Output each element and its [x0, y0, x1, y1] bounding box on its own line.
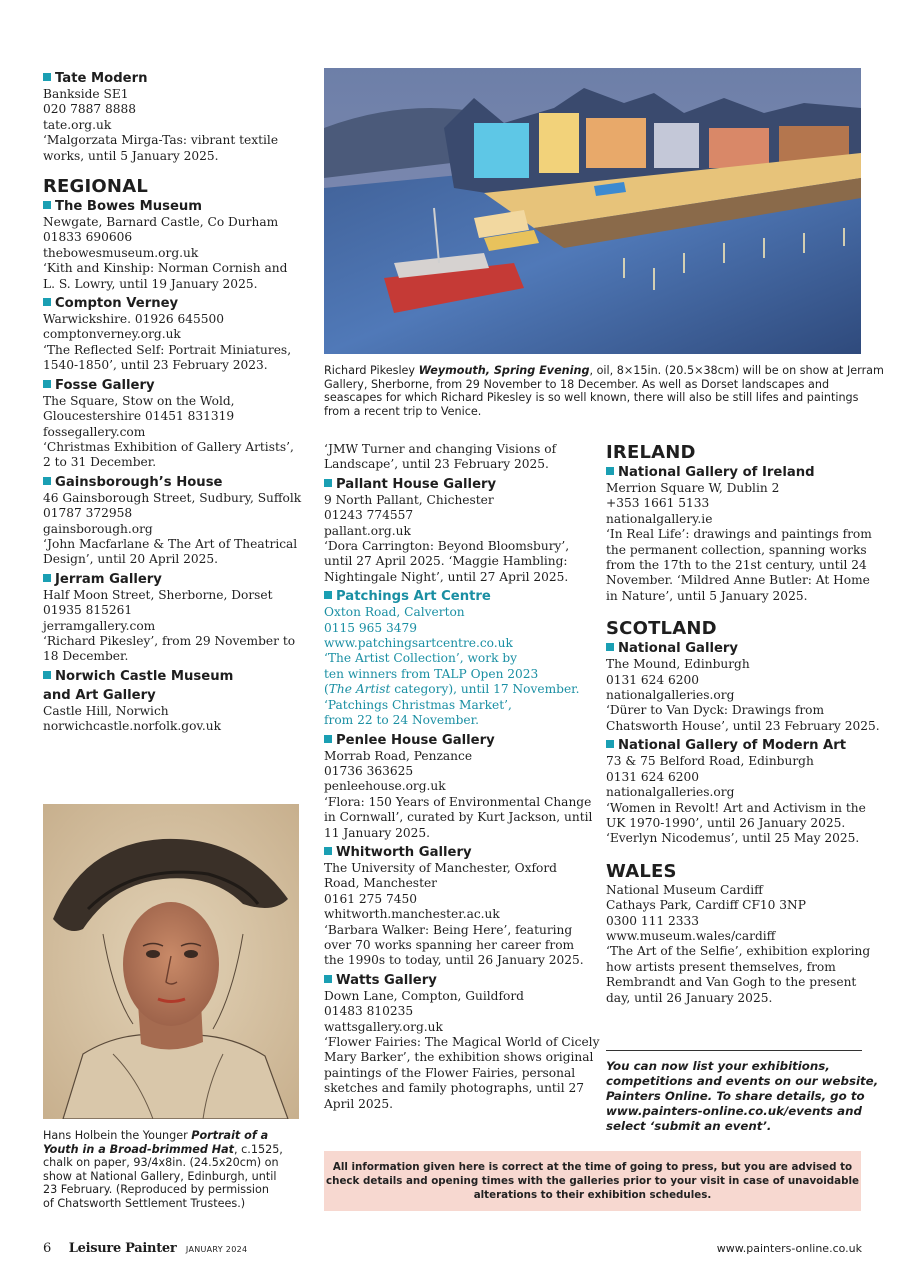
region-heading-regional: REGIONAL: [43, 176, 148, 198]
venue-details: ‘JMW Turner and changing Visions of Landscape’, until 23 February 2025.: [324, 442, 557, 472]
venue-details: 46 Gainsborough Street, Sudbury, Suffolk 01787 372958 gainsborough.org ‘John Macfarlane & The Art of Theatrical Design’, until 20 April 2025.: [43, 490, 302, 567]
venue-national-gallery-ireland: National Gallery of Ireland: [606, 464, 864, 481]
column-middle: [324, 442, 600, 1112]
holbein-portrait-drawing: [43, 804, 299, 1119]
venue-details: Castle Hill, Norwich norwichcastle.norfolk.gov.uk: [43, 703, 221, 734]
weymouth-painting-drawing: [324, 68, 861, 354]
footer-website[interactable]: www.painters-online.co.uk: [716, 1242, 862, 1255]
bullet-square-icon: [43, 477, 51, 485]
footer-left: [43, 1241, 247, 1256]
venue-details: Newgate, Barnard Castle, Co Durham 01833 690606 thebowesmuseum.org.uk ‘Kith and Kinship: Norman Cornish and L. S. Lowry, until 19 January 2025.: [43, 215, 288, 291]
venue-details: The Mound, Edinburgh 0131 624 6200 nationalgalleries.org ‘Dürer to Van Dyck: Drawings from Chatsworth House’, until 23 February 2025.: [606, 657, 880, 733]
venue-compton-verney: Compton Verney: [43, 295, 303, 312]
bullet-square-icon: [324, 975, 332, 983]
bullet-square-icon: [606, 467, 614, 475]
venue-details: National Museum Cardiff Cathays Park, Cardiff CF10 3NP 0300 111 2333 www.museum.wales/cardiff ‘The Art of the Selfie’, exhibition exploring how artists present themselves, from Rembrandt and Van Gogh to the present day, until 26 January 2025.: [606, 882, 871, 1005]
venue-gainsboroughs-house: Gainsborough’s House: [43, 474, 303, 491]
venue-whitworth-gallery: Whitworth Gallery: [324, 844, 586, 861]
patchings-website-link[interactable]: www.patchingsartcentre.co.uk: [324, 636, 513, 651]
venue-details: Down Lane, Compton, Guildford 01483 810235 wattsgallery.org.uk ‘Flower Fairies: The Magical World of Cicely Mary Barker’, the exhibition shows original paintings of the Flower Fairies, personal sketches and family photographs, until 27 April 2025.: [324, 988, 600, 1111]
weymouth-painting-image: [324, 68, 861, 354]
venue-details: 9 North Pallant, Chichester 01243 774557 pallant.org.uk ‘Dora Carrington: Beyond Bloomsbury’, until 27 April 2025. ‘Maggie Hambling: Nightingale Night’, until 27 April 2025.: [324, 492, 570, 584]
bullet-square-icon: [324, 847, 332, 855]
venue-patchings-art-centre: Patchings Art Centre: [324, 588, 586, 605]
disclaimer-notice: All information given here is correct at the time of going to press, but you are advised to check details and opening times with the galleries prior to your visit in case of unavoidable alterations to their exhibition schedules.: [324, 1151, 861, 1211]
weymouth-caption: Richard Pikesley Weymouth, Spring Evening, oil, 8×15in. (20.5×38cm) will be on show at Jerram Gallery, Sherborne, from 29 November to 18 December. As well as Dorset landscapes and seascapes for which Richard Pikesley is so well known, there will also be still lifes and paintings from a recent trip to Venice.: [324, 364, 884, 418]
venue-details: Morrab Road, Penzance 01736 363625 penleehouse.org.uk ‘Flora: 150 Years of Environmental Change in Cornwall’, curated by Kurt Jackson, until 11 January 2025.: [324, 748, 593, 840]
bullet-square-icon: [43, 574, 51, 582]
venue-details: The University of Manchester, Oxford Road, Manchester 0161 275 7450 whitworth.manchester.ac.uk ‘Barbara Walker: Being Here’, featuring over 70 works spanning her career from the 1990s to today, until 26 January 2025.: [324, 860, 584, 968]
holbein-portrait-image: [43, 804, 299, 1119]
promo-divider: [606, 1050, 862, 1051]
column-left: [43, 67, 303, 735]
venue-bowes-museum: The Bowes Museum: [43, 198, 303, 215]
bullet-square-icon: [43, 73, 51, 81]
bullet-square-icon: [43, 298, 51, 306]
venue-jerram-gallery: Jerram Gallery: [43, 571, 303, 588]
venue-details: Half Moon Street, Sherborne, Dorset 01935 815261 jerramgallery.com ‘Richard Pikesley’, from 29 November to 18 December.: [43, 587, 296, 664]
venue-watts-gallery: Watts Gallery: [324, 972, 586, 989]
holbein-caption: Hans Holbein the Younger Portrait of a Youth in a Broad-brimmed Hat, c.1525, chalk on paper, 93/4x8in. (24.5x20cm) on show at National Gallery, Edinburgh, until 23 February. (Reproduced by permission of Chatsworth Settlement Trustees.): [43, 1129, 283, 1210]
bullet-square-icon: [606, 643, 614, 651]
venue-details: Merrion Square W, Dublin 2 +353 1661 5133 nationalgallery.ie ‘In Real Life’: drawings and paintings from the permanent collection, spanning works from the 17th to the 21st century, until 24 November. ‘Mildred Anne Butler: At Home in Nature’, until 5 January 2025.: [606, 481, 872, 603]
bullet-square-icon: [324, 735, 332, 743]
venue-details: Bankside SE1 020 7887 8888 tate.org.uk ‘Malgorzata Mirga-Tas: vibrant textile works, until 5 January 2025.: [43, 87, 279, 163]
venue-details: Warwickshire. 01926 645500 comptonverney.org.uk ‘The Reflected Self: Portrait Miniatures, 1540-1850’, until 23 February 2023.: [43, 312, 292, 373]
venue-fosse-gallery: Fosse Gallery: [43, 377, 303, 394]
magazine-name: Leisure Painter: [68, 1241, 177, 1256]
venue-national-gallery-scotland: National Gallery: [606, 640, 864, 657]
venue-national-gallery-modern-art: National Gallery of Modern Art: [606, 737, 864, 754]
venue-details: Oxton Road, Calverton 0115 965 3479 www.patchingsartcentre.co.uk ‘The Artist Collection’, work by ten winners from TALP Open 2023 (The Artist category), until 17 November. ‘Patchings Christmas Market’, from 22 to 24 November.: [324, 605, 586, 728]
venue-pallant-house: Pallant House Gallery: [324, 476, 586, 493]
issue-date: JANUARY 2024: [185, 1245, 248, 1254]
column-right: [606, 442, 880, 1006]
venue-penlee-house: Penlee House Gallery: [324, 732, 586, 749]
venue-details: The Square, Stow on the Wold, Gloucestershire 01451 831319 fossegallery.com ‘Christmas Exhibition of Gallery Artists’, 2 to 31 December.: [43, 393, 294, 470]
venue-norwich-castle: Norwich Castle Museum: [43, 668, 303, 685]
events-link[interactable]: www.painters-online.co.uk/events and: [606, 1104, 862, 1118]
submit-event-promo: You can now list your exhibitions, competitions and events on our website, Painters Online. To share details, go to www.painters-online.co.uk/events and select ‘submit an event’.: [606, 1059, 879, 1133]
bullet-square-icon: [324, 591, 332, 599]
bullet-square-icon: [43, 201, 51, 209]
venue-tate-modern: Tate Modern: [43, 70, 303, 87]
bullet-square-icon: [43, 671, 51, 679]
bullet-square-icon: [324, 479, 332, 487]
venue-details: 73 & 75 Belford Road, Edinburgh 0131 624 6200 nationalgalleries.org ‘Women in Revolt! Art and Activism in the UK 1970-1990’, until 26 January 2025. ‘Everlyn Nicodemus’, until 25 May 2025.: [606, 754, 866, 846]
bullet-square-icon: [43, 380, 51, 388]
region-heading-scotland: SCOTLAND: [606, 618, 717, 640]
venue-norwich-castle-line2: and Art Gallery: [43, 687, 156, 703]
region-heading-ireland: IRELAND: [606, 442, 696, 463]
region-heading-wales: WALES: [606, 860, 677, 882]
bullet-square-icon: [606, 740, 614, 748]
page-number: 6: [43, 1241, 52, 1256]
